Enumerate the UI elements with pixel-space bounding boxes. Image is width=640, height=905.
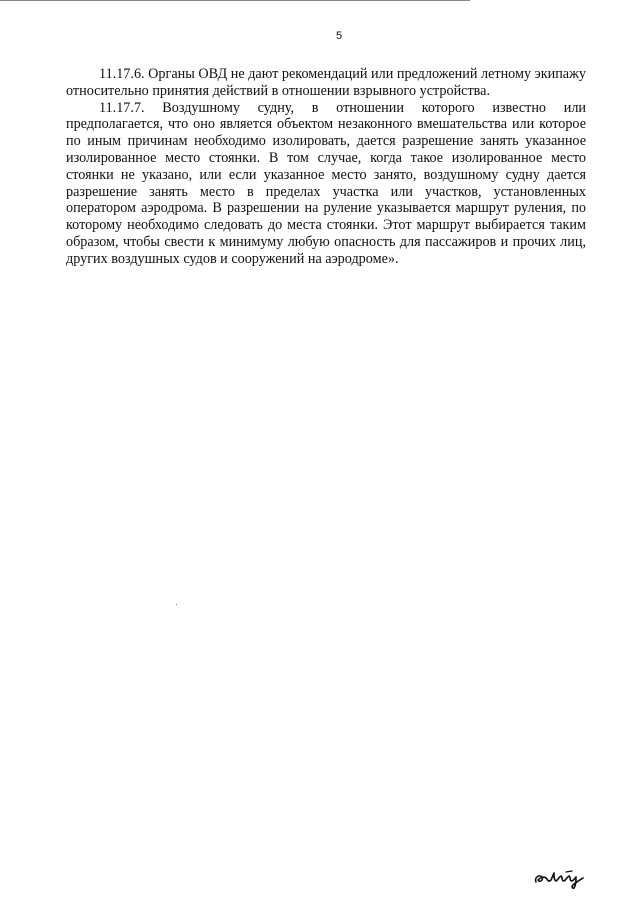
- page-number: 5: [335, 30, 343, 42]
- top-edge-rule: [0, 0, 470, 1]
- handwritten-initials-icon: [530, 860, 590, 890]
- document-body: [66, 66, 586, 268]
- paragraph-11-17-7: 11.17.7. Воздушному судну, в отношении которого известно или предполагается, что оно является объектом незаконного вмешательства или которое по иным причинам необходимо изолировать, дается разрешение занять указанное изолированное место стоянки. В том случае, когда такое изолированное место стоянки не указано, или если указанное место занято, воздушному судну дается разрешение занять место в пределах участка или участков, установленных оператором аэродрома. В разрешении на руление указывается маршрут руления, по которому необходимо следовать до места стоянки. Этот маршрут выбирается таким образом, чтобы свести к минимуму любую опасность для пассажиров и прочих лиц, других воздушных судов и сооружений на аэродроме».: [66, 99, 586, 267]
- paragraph-11-17-6: 11.17.6. Органы ОВД не дают рекомендаций или предложений летному экипажу относительно принятия действий в отношении взрывного устройства.: [66, 66, 586, 99]
- scan-speck: [176, 604, 177, 605]
